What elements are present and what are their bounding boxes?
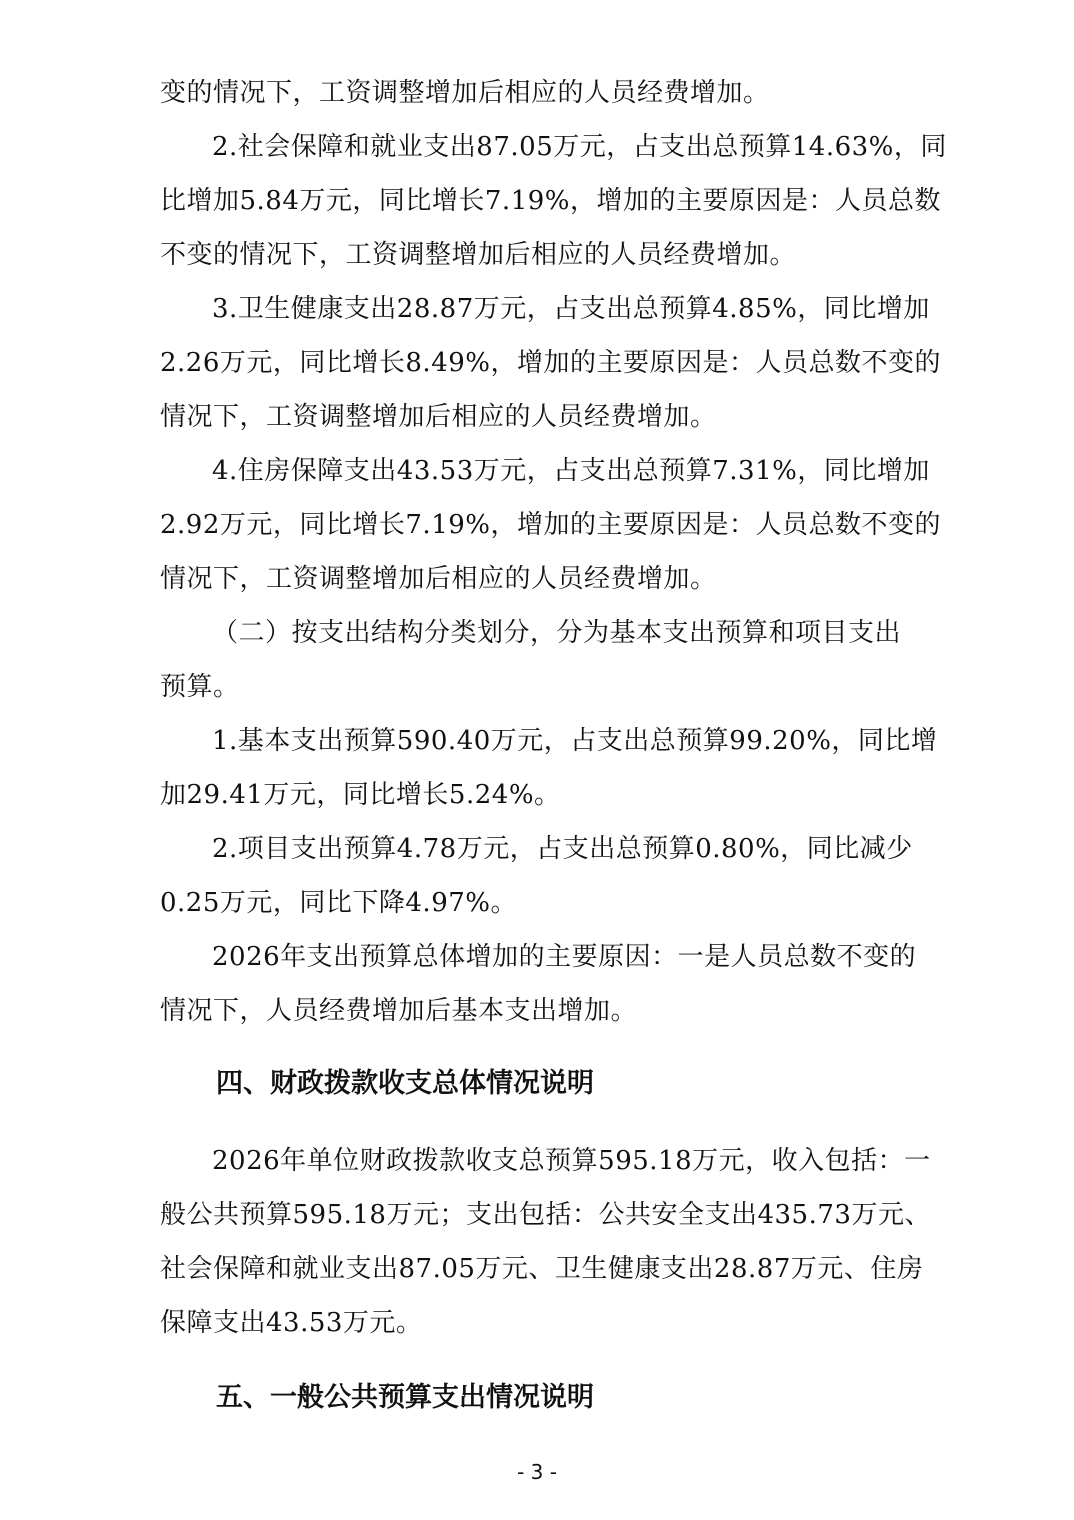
paragraph-line: 0.25万元，同比下降4.97%。 xyxy=(160,888,517,918)
paragraph-line: （二）按支出结构分类划分，分为基本支出预算和项目支出 xyxy=(212,618,902,648)
paragraph-line: 2.26万元，同比增长8.49%，增加的主要原因是：人员总数不变的 xyxy=(160,348,941,378)
section-heading: 四、财政拨款收支总体情况说明 xyxy=(216,1068,594,1099)
paragraph-line: 比增加5.84万元，同比增长7.19%，增加的主要原因是：人员总数 xyxy=(160,186,941,216)
paragraph-line: 3.卫生健康支出28.87万元，占支出总预算4.85%，同比增加 xyxy=(212,294,930,324)
paragraph-line: 2.项目支出预算4.78万元，占支出总预算0.80%，同比减少 xyxy=(212,834,913,864)
paragraph-line: 4.住房保障支出43.53万元，占支出总预算7.31%，同比增加 xyxy=(212,456,930,486)
paragraph-line: 情况下，工资调整增加后相应的人员经费增加。 xyxy=(160,402,717,432)
paragraph-line: 预算。 xyxy=(160,672,240,702)
paragraph-line: 社会保障和就业支出87.05万元、卫生健康支出28.87万元、住房 xyxy=(160,1254,924,1284)
paragraph-line: 变的情况下，工资调整增加后相应的人员经费增加。 xyxy=(160,78,770,108)
paragraph-line: 2026年单位财政拨款收支总预算595.18万元，收入包括：一 xyxy=(212,1146,931,1176)
page-number: - 3 - xyxy=(517,1460,557,1484)
paragraph-line: 2.社会保障和就业支出87.05万元，占支出总预算14.63%，同 xyxy=(212,132,947,162)
paragraph-line: 般公共预算595.18万元；支出包括：公共安全支出435.73万元、 xyxy=(160,1200,931,1230)
paragraph-line: 2026年支出预算总体增加的主要原因：一是人员总数不变的 xyxy=(212,942,917,972)
paragraph-line: 加29.41万元，同比增长5.24%。 xyxy=(160,780,561,810)
paragraph-line: 2.92万元，同比增长7.19%，增加的主要原因是：人员总数不变的 xyxy=(160,510,941,540)
section-heading: 五、一般公共预算支出情况说明 xyxy=(216,1382,594,1413)
paragraph-line: 不变的情况下，工资调整增加后相应的人员经费增加。 xyxy=(160,240,797,270)
paragraph-line: 保障支出43.53万元。 xyxy=(160,1308,423,1338)
paragraph-line: 情况下，工资调整增加后相应的人员经费增加。 xyxy=(160,564,717,594)
paragraph-line: 情况下，人员经费增加后基本支出增加。 xyxy=(160,996,638,1026)
paragraph-line: 1.基本支出预算590.40万元，占支出总预算99.20%，同比增 xyxy=(212,726,938,756)
